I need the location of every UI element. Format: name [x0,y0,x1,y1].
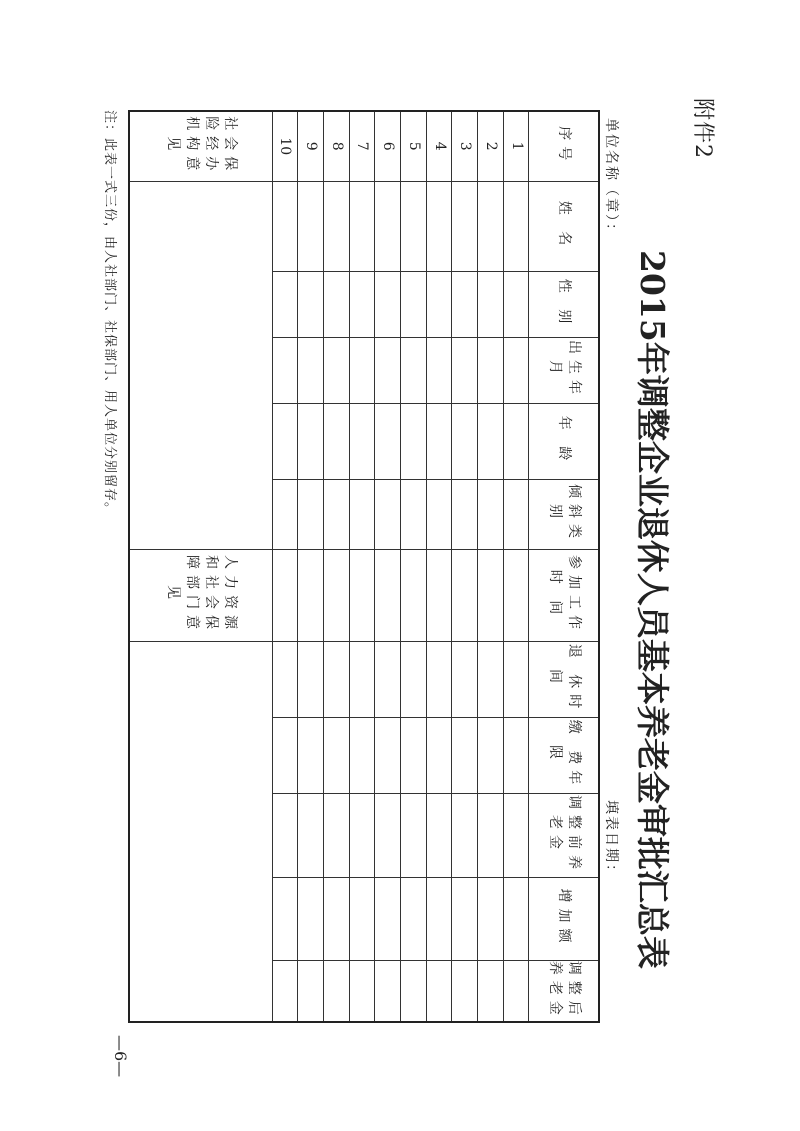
table-cell[interactable] [401,960,427,1022]
table-cell[interactable] [272,717,298,793]
table-row [298,111,324,1022]
table-cell[interactable] [324,641,350,717]
table-cell[interactable] [298,877,324,960]
col-header: 倾斜类别 [529,479,599,549]
table-cell[interactable] [349,717,375,793]
table-cell[interactable] [272,479,298,549]
table-cell[interactable] [452,181,478,271]
table-cell[interactable] [503,403,529,479]
table-cell[interactable] [503,337,529,403]
col-header: 调整后养老金 [529,960,599,1022]
row-number: 6 [375,111,401,181]
table-cell[interactable] [401,549,427,641]
table-cell[interactable] [375,337,401,403]
page-number: —6— [111,1035,130,1078]
table-cell[interactable] [426,549,452,641]
table-cell[interactable] [324,960,350,1022]
row-number: 4 [426,111,452,181]
table-cell[interactable] [298,337,324,403]
col-header: 序号 [529,111,599,181]
table-cell[interactable] [452,271,478,337]
col-header: 缴 费年 限 [529,717,599,793]
table-cell[interactable] [503,479,529,549]
col-header: 参加工作时 间 [529,549,599,641]
table-cell[interactable] [426,793,452,877]
opinion-row [129,111,272,1022]
table-cell[interactable] [272,337,298,403]
table-cell[interactable] [324,271,350,337]
table-cell[interactable] [272,181,298,271]
table-row [426,111,452,1022]
table-cell[interactable] [503,271,529,337]
table-cell[interactable] [503,181,529,271]
table-row [349,111,375,1022]
table-cell[interactable] [349,337,375,403]
row-number: 7 [349,111,375,181]
row-number: 9 [298,111,324,181]
table-cell[interactable] [401,479,427,549]
table-cell[interactable] [478,641,504,717]
table-cell[interactable] [272,403,298,479]
row-number: 2 [478,111,504,181]
table-cell[interactable] [298,960,324,1022]
social-insurance-opinion-cell[interactable] [129,181,272,549]
fill-date-label: 填表日期： [603,800,619,880]
table-cell[interactable] [426,181,452,271]
table-cell[interactable] [478,717,504,793]
table-cell[interactable] [272,641,298,717]
table-cell[interactable] [375,479,401,549]
table-cell[interactable] [401,793,427,877]
table-cell[interactable] [452,877,478,960]
table-cell[interactable] [503,793,529,877]
table-cell[interactable] [426,479,452,549]
table-cell[interactable] [375,403,401,479]
table-cell[interactable] [426,271,452,337]
page-title: 2015年调整企业退休人员基本养老金审批汇总表 [633,250,672,969]
table-cell[interactable] [324,717,350,793]
table-cell[interactable] [426,877,452,960]
summary-table [128,110,600,1023]
table-cell[interactable] [349,271,375,337]
table-row [503,111,529,1022]
table-cell[interactable] [452,960,478,1022]
table-cell[interactable] [478,403,504,479]
table-cell[interactable] [298,549,324,641]
table-cell[interactable] [324,479,350,549]
table-cell[interactable] [375,960,401,1022]
table-cell[interactable] [426,641,452,717]
col-header: 调整前养老金 [529,793,599,877]
table-cell[interactable] [503,960,529,1022]
col-header: 出生年月 [529,337,599,403]
table-cell[interactable] [452,549,478,641]
table-cell[interactable] [298,403,324,479]
table-row [478,111,504,1022]
table-row [272,111,298,1022]
table-cell[interactable] [375,717,401,793]
table-cell[interactable] [401,403,427,479]
col-header: 退 休时 间 [529,641,599,717]
table-cell[interactable] [478,549,504,641]
table-cell[interactable] [478,181,504,271]
table-cell[interactable] [401,877,427,960]
table-row [324,111,350,1022]
social-insurance-agency-label: 社会保险经办机构意 见 [129,111,272,181]
table-cell[interactable] [503,641,529,717]
table-cell[interactable] [478,271,504,337]
table-cell[interactable] [349,549,375,641]
table-row [401,111,427,1022]
table-cell[interactable] [503,877,529,960]
row-number: 3 [452,111,478,181]
row-number: 10 [272,111,298,181]
table-row [452,111,478,1022]
table-cell[interactable] [478,479,504,549]
table-cell[interactable] [349,877,375,960]
table-cell[interactable] [375,793,401,877]
table-cell[interactable] [452,793,478,877]
table-cell[interactable] [401,641,427,717]
col-header: 姓 名 [529,181,599,271]
table-cell[interactable] [272,549,298,641]
table-cell[interactable] [401,181,427,271]
unit-name-label: 单位名称（章）： [603,118,619,239]
table-cell[interactable] [503,549,529,641]
table-cell[interactable] [324,181,350,271]
table-cell[interactable] [401,717,427,793]
table-cell[interactable] [478,337,504,403]
table-cell[interactable] [452,403,478,479]
row-number: 5 [401,111,427,181]
table-cell[interactable] [401,271,427,337]
table-cell[interactable] [272,271,298,337]
col-header: 增加额 [529,877,599,960]
table-cell[interactable] [298,641,324,717]
table-cell[interactable] [401,337,427,403]
table-cell[interactable] [298,479,324,549]
table-row [375,111,401,1022]
footnote: 注：此表一式三份，由人社部门、社保部门、用人单位分别留存。 [102,110,117,517]
hr-dept-label: 人力资源和社会保障部门意 见 [129,549,272,641]
table-cell[interactable] [298,717,324,793]
table-cell[interactable] [349,479,375,549]
table-cell[interactable] [298,793,324,877]
table-cell[interactable] [375,877,401,960]
table-cell[interactable] [452,479,478,549]
table-cell[interactable] [375,181,401,271]
table-cell[interactable] [298,181,324,271]
table-cell[interactable] [298,271,324,337]
col-header: 性 别 [529,271,599,337]
row-number: 8 [324,111,350,181]
header-row [529,111,599,1022]
table-cell[interactable] [375,641,401,717]
table-cell[interactable] [272,877,298,960]
table-cell[interactable] [324,549,350,641]
table-cell[interactable] [426,717,452,793]
table-cell[interactable] [452,337,478,403]
table-cell[interactable] [478,793,504,877]
table-cell[interactable] [452,717,478,793]
table-cell[interactable] [272,960,298,1022]
col-header: 年 龄 [529,403,599,479]
table-cell[interactable] [324,877,350,960]
hr-dept-opinion-cell[interactable] [129,641,272,1022]
table-cell[interactable] [478,960,504,1022]
table-cell[interactable] [349,403,375,479]
table-cell[interactable] [349,181,375,271]
row-number: 1 [503,111,529,181]
table-cell[interactable] [324,337,350,403]
table-cell[interactable] [272,793,298,877]
table-cell[interactable] [349,793,375,877]
table-cell[interactable] [324,403,350,479]
table-cell[interactable] [349,960,375,1022]
table-cell[interactable] [426,403,452,479]
attachment-label: 附件2 [690,98,715,159]
table-cell[interactable] [375,549,401,641]
table-cell[interactable] [452,641,478,717]
table-cell[interactable] [426,960,452,1022]
table-cell[interactable] [503,717,529,793]
table-cell[interactable] [375,271,401,337]
table-cell[interactable] [349,641,375,717]
table-cell[interactable] [478,877,504,960]
table-cell[interactable] [426,337,452,403]
table-cell[interactable] [324,793,350,877]
